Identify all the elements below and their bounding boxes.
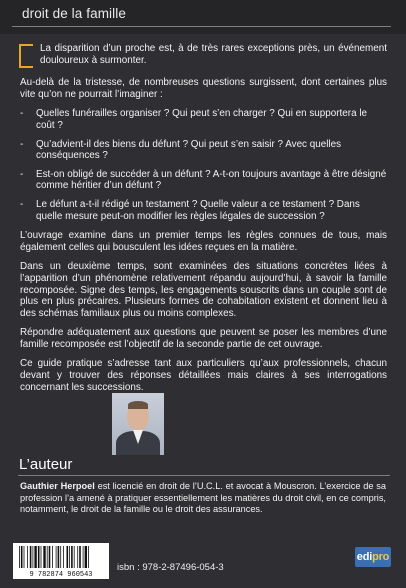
author-bio-text: est licencié en droit de l’U.C.L. et avocat à Mouscron. L’exercice de sa profession l’a amené à pratiquer essentiellement les matières du droit civil, en ce compris, notamment, le droit de la famille ou le droit des assurances. [20,481,386,515]
publisher-logo-part1: edi [356,551,373,563]
barcode [13,543,109,579]
question-item: - Est-on obligé de succéder à un défunt ? A-t-on toujours avantage à être désigné comme héritier d’un défunt ? [20,169,387,192]
isbn: isbn : 978-2-87496-054-3 [117,562,224,573]
question-list [20,108,387,222]
author-bio [20,481,386,516]
author-photo [112,393,164,455]
question-item: - Qu’advient-il des biens du défunt ? Qui peut s’en saisir ? Avec quelles conséquences ? [20,139,387,162]
question-item: - Quelles funérailles organiser ? Qui peut s’en charger ? Qui en supportera le coût ? [20,108,387,131]
author-divider [18,475,390,476]
header-divider [12,26,391,27]
intro-text: La disparition d’un proche est, à de très rares exceptions près, un événement douloureux à surmonter. [40,43,387,66]
back-cover-text [20,43,387,401]
series-title: droit de la famille [22,6,126,21]
body-paragraph: Répondre adéquatement aux questions que peuvent se poser les membres d’une famille recomposée est l’objectif de la seconde partie de cet ouvrage. [20,327,387,350]
body-paragraph: Ce guide pratique s’adresse tant aux particuliers qu’aux professionnels, chacun devant y trouver des réponses détaillées mais claires à ses interrogations concernant les successions. [20,358,387,393]
dropcap-bracket [19,44,33,68]
intro-paragraph [20,43,387,66]
question-item: - Le défunt a-t-il rédigé un testament ? Quelle valeur a ce testament ? Dans quelle mesure peut-on modifier les règles légales de succession ? [20,199,387,222]
publisher-logo-part2: pro [372,551,390,563]
barcode-bars [13,543,109,579]
questions-intro: Au-delà de la tristesse, de nombreuses questions surgissent, dont certaines plus vite qu’on ne pourrait l’imaginer : [20,77,387,100]
body-paragraph: Dans un deuxième temps, sont examinées des situations concrètes liées à l’apparition d’un phénomène relativement répandu aujourd’hui, à savoir la famille recomposée. Signe des temps, les engagements souscrits dans un couple sont de plus en plus précaires. Plusieurs formes de cohabitation existent et donnent lieu à des schémas familiaux plus ou moins complexes. [20,261,387,319]
publisher-logo [355,547,391,567]
body-paragraph: L’ouvrage examine dans un premier temps les règles connues de tous, mais également celles qui bousculent les idées reçues en la matière. [20,230,387,253]
barcode-digits: 9 782874 960543 [29,571,93,579]
author-name: Gauthier Herpoel [20,481,95,491]
author-heading: L’auteur [19,456,73,473]
